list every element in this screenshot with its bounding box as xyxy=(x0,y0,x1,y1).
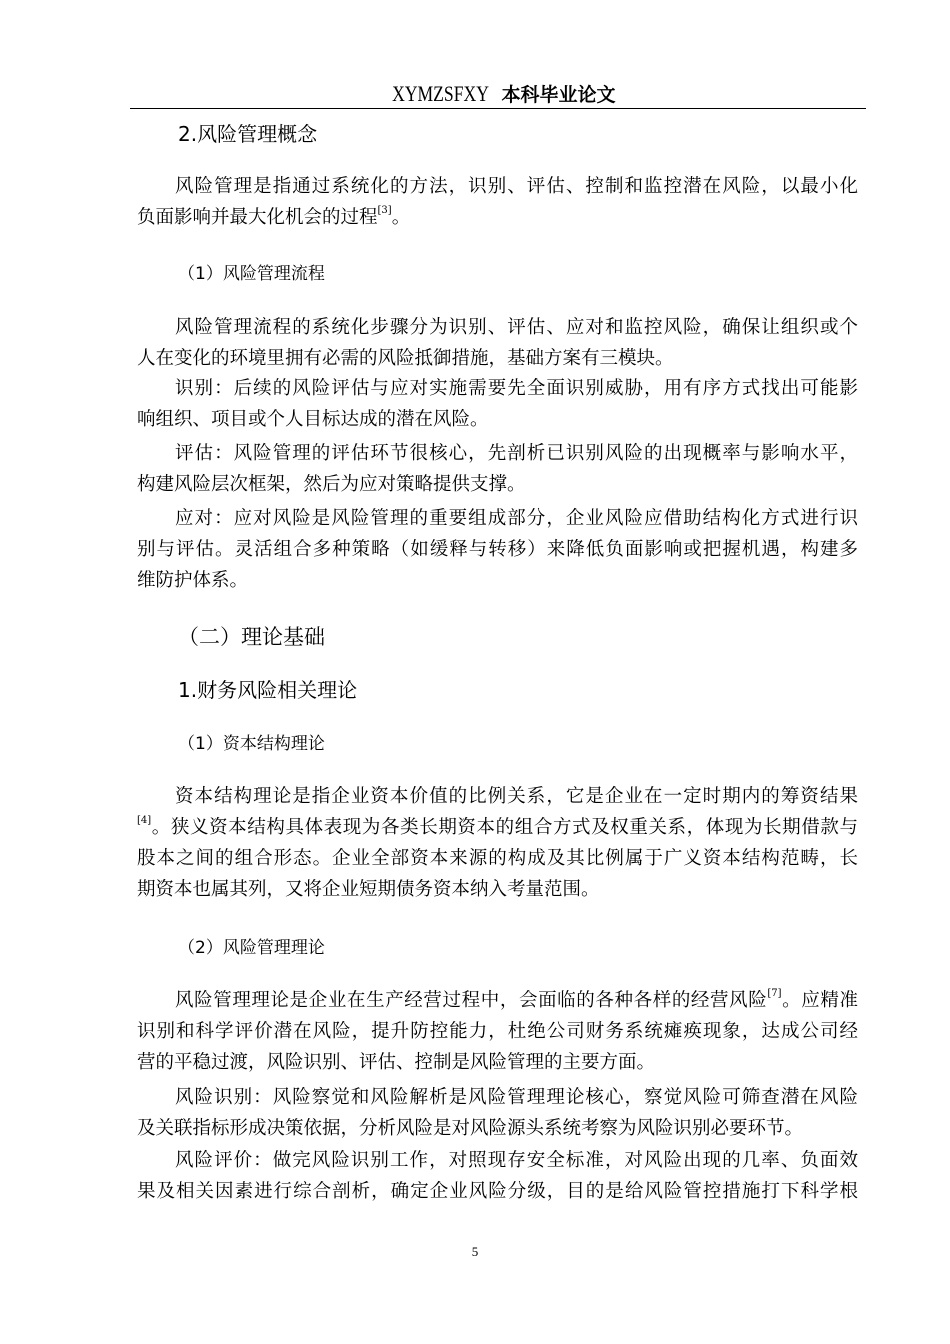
text-line: 别与评估。灵活组合多种策略（如缓释与转移）来降低负面影响或把握机遇，构建多 xyxy=(137,539,858,560)
section-heading: （二）理论基础 xyxy=(178,625,325,649)
citation: [4] xyxy=(137,815,152,826)
text-line: 应对：应对风险是风险管理的重要组成部分，企业风险应借助结构化方式进行识 xyxy=(175,508,858,529)
section-heading: （1）资本结构理论 xyxy=(178,734,325,754)
text-line: 风险识别：风险察觉和风险解析是风险管理理论核心，察觉风险可筛查潜在风险 xyxy=(175,1087,858,1108)
text-line: 果及相关因素进行综合剖析，确定企业风险分级，目的是给风险管控措施打下科学根 xyxy=(137,1181,858,1202)
section-heading: 1.财务风险相关理论 xyxy=(178,678,358,702)
paragraph xyxy=(137,781,858,905)
paragraph xyxy=(137,373,858,435)
text-line: 及关联指标形成决策依据，分析风险是对风险源头系统考察为风险识别必要环节。 xyxy=(137,1118,804,1139)
paragraph xyxy=(137,503,858,596)
text-line: 风险管理是指通过系统化的方法，识别、评估、控制和监控潜在风险，以最小化 xyxy=(175,176,858,197)
text-line: 评估：风险管理的评估环节很核心，先剖析已识别风险的出现概率与影响水平， xyxy=(175,443,858,464)
page-number: 5 xyxy=(471,1244,479,1259)
running-header xyxy=(130,80,866,109)
text-line: 响组织、项目或个人目标达成的潜在风险。 xyxy=(137,409,489,430)
text-line: 营的平稳过渡，风险识别、评估、控制是风险管理的主要方面。 xyxy=(137,1052,656,1073)
paragraph xyxy=(137,312,858,374)
section-heading: （2）风险管理理论 xyxy=(178,938,325,958)
text-line: 识别和科学评价潜在风险，提升防控能力，杜绝公司财务系统瘫痪现象，达成公司经 xyxy=(137,1021,858,1042)
citation: [7] xyxy=(767,988,782,999)
text-line: 负面影响并最大化机会的过程[3]。 xyxy=(137,205,411,228)
paragraph xyxy=(137,171,858,233)
paragraph xyxy=(137,438,858,500)
citation: [3] xyxy=(377,205,392,216)
paragraph xyxy=(137,985,858,1078)
text-line: 股本之间的组合形态。企业全部资本来源的构成及其比例属于广义资本结构范畴，长 xyxy=(137,848,858,869)
text-line: 期资本也属其列，又将企业短期债务资本纳入考量范围。 xyxy=(137,879,600,900)
text-line: 风险管理流程的系统化步骤分为识别、评估、应对和监控风险，确保让组织或个 xyxy=(175,317,858,338)
text-line: 风险管理理论是企业在生产经营过程中，会面临的各种各样的经营风险[7]。应精准 xyxy=(175,988,858,1011)
text-line: 资本结构理论是指企业资本价值的比例关系，它是企业在一定时期内的筹资结果 xyxy=(175,786,858,807)
header-title: 本科毕业论文 xyxy=(501,84,616,106)
section-heading: （1）风险管理流程 xyxy=(178,264,325,284)
text-line: 识别：后续的风险评估与应对实施需要先全面识别威胁，用有序方式找出可能影 xyxy=(175,378,858,399)
text-line: [4]。狭义资本结构具体表现为各类长期资本的组合方式及权重关系，体现为长期借款与 xyxy=(137,815,858,838)
header-latin: XYMZSFXY xyxy=(392,81,490,106)
paragraph xyxy=(137,1082,858,1144)
section-heading: 2.风险管理概念 xyxy=(178,122,318,146)
text-line: 构建风险层次框架，然后为应对策略提供支撑。 xyxy=(137,474,526,495)
paragraph xyxy=(137,1145,858,1207)
text-line: 人在变化的环境里拥有必需的风险抵御措施，基础方案有三模块。 xyxy=(137,348,674,369)
text-line: 风险评价：做完风险识别工作，对照现存安全标准，对风险出现的几率、负面效 xyxy=(175,1150,858,1171)
text-line: 维防护体系。 xyxy=(137,570,249,591)
